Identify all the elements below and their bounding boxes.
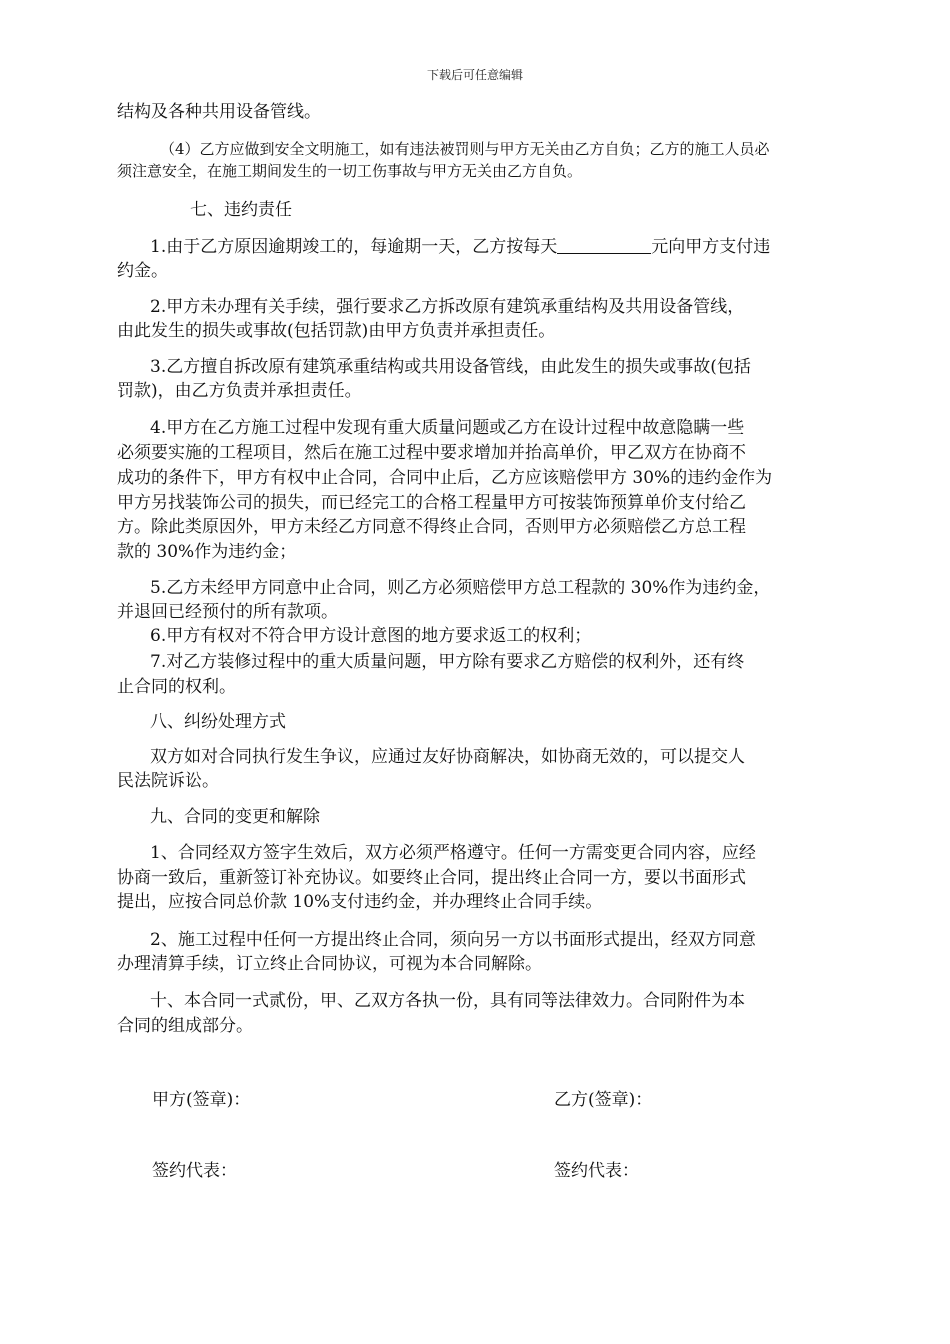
party-b-rep-label: 签约代表： — [554, 1161, 639, 1181]
text-line: 6.甲方有权对不符合甲方设计意图的地方要求返工的权利； — [150, 626, 592, 646]
text-segment: 1.由于乙方原因逾期竣工的，每逾期一天，乙方按每天 — [150, 237, 558, 257]
text-line: 4.甲方在乙方施工过程中发现有重大质量问题或乙方在设计过程中故意隐瞒一些 — [150, 418, 745, 438]
section-heading: 九、合同的变更和解除 — [150, 807, 320, 827]
text-line: 民法院诉讼。 — [117, 771, 219, 791]
text-line: 办理清算手续，订立终止合同协议，可视为本合同解除。 — [117, 954, 542, 974]
text-line: 止合同的权利。 — [117, 677, 236, 697]
text-line: 由此发生的损失或事故(包括罚款)由甲方负责并承担责任。 — [117, 321, 556, 341]
text-line — [150, 236, 870, 258]
text-line: 并退回已经预付的所有款项。 — [117, 602, 338, 622]
section-heading: 七、违约责任 — [190, 200, 292, 220]
text-line: 1、合同经双方签字生效后，双方必须严格遵守。任何一方需变更合同内容，应经 — [150, 843, 756, 863]
text-line: 约金。 — [117, 261, 168, 281]
text-line: 3.乙方擅自拆改原有建筑承重结构或共用设备管线，由此发生的损失或事故(包括 — [150, 357, 751, 377]
text-line: （4）乙方应做到安全文明施工，如有违法被罚则与甲方无关由乙方自负；乙方的施工人员必 — [160, 140, 770, 158]
text-line: 7.对乙方装修过程中的重大质量问题，甲方除有要求乙方赔偿的权利外，还有终 — [150, 652, 745, 672]
text-line: 须注意安全，在施工期间发生的一切工伤事故与甲方无关由乙方自负。 — [117, 162, 583, 180]
text-line: 提出，应按合同总价款 10%支付违约金，并办理终止合同手续。 — [117, 892, 603, 912]
party-a-rep-label: 签约代表： — [152, 1161, 237, 1181]
text-line: 方。除此类原因外，甲方未经乙方同意不得终止合同，否则甲方必须赔偿乙方总工程 — [117, 517, 746, 537]
blank-fill-line — [557, 236, 651, 254]
party-a-seal-label: 甲方(签章)： — [152, 1090, 251, 1110]
text-line: 2、施工过程中任何一方提出终止合同，须向另一方以书面形式提出，经双方同意 — [150, 930, 756, 950]
text-line: 必须要实施的工程项目，然后在施工过程中要求增加并抬高单价，甲乙双方在协商不 — [117, 443, 746, 463]
text-line: 成功的条件下，甲方有权中止合同，合同中止后，乙方应该赔偿甲方 30%的违约金作为 — [117, 468, 773, 488]
text-line: 十、本合同一式贰份，甲、乙双方各执一份，具有同等法律效力。合同附件为本 — [150, 991, 745, 1011]
text-line: 甲方另找装饰公司的损失，而已经完工的合格工程量甲方可按装饰预算单价支付给乙 — [117, 493, 746, 513]
text-line: 结构及各种共用设备管线。 — [117, 102, 321, 122]
text-line: 罚款)，由乙方负责并承担责任。 — [117, 381, 362, 401]
text-line: 5.乙方未经甲方同意中止合同，则乙方必须赔偿甲方总工程款的 30%作为违约金， — [150, 578, 771, 598]
text-line: 双方如对合同执行发生争议，应通过友好协商解决，如协商无效的，可以提交人 — [150, 747, 745, 767]
text-line: 2.甲方未办理有关手续，强行要求乙方拆改原有建筑承重结构及共用设备管线， — [150, 297, 745, 317]
text-segment: 元向甲方支付违 — [651, 237, 771, 257]
text-line: 合同的组成部分。 — [117, 1016, 253, 1036]
section-heading: 八、纠纷处理方式 — [150, 712, 286, 732]
text-line: 协商一致后，重新签订补充协议。如要终止合同，提出终止合同一方，要以书面形式 — [117, 868, 746, 888]
party-b-seal-label: 乙方(签章)： — [554, 1090, 653, 1110]
page-header: 下载后可任意编辑 — [426, 68, 523, 82]
text-line: 款的 30%作为违约金； — [117, 542, 297, 562]
